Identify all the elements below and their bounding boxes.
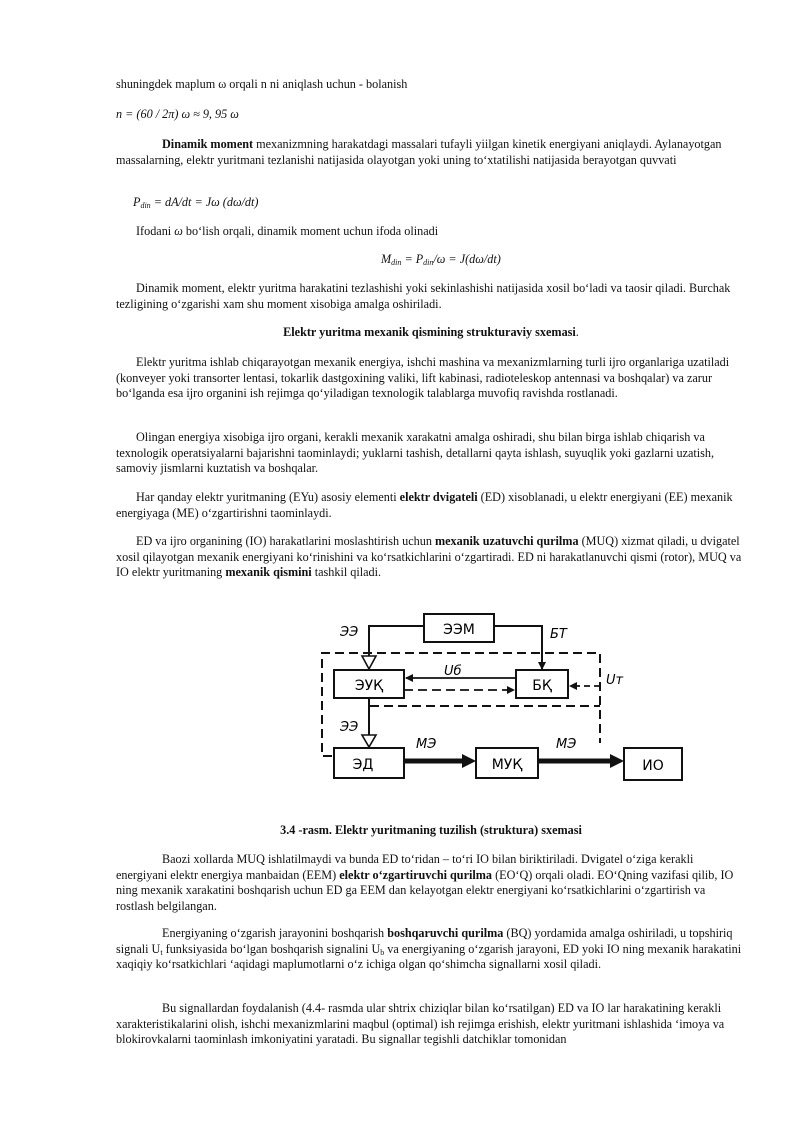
euk-to-ed-arrow [362, 735, 376, 747]
paragraph: Olingan energiya xisobiga ijro organi, kerakli mexanik xarakatni amalga oshiradi, shu bilan birga ishlab chiqarish va texnologik operatsiyalarni bajarishni taominlaydi; yuklarni tashish, detallarni qayta ishlash, suyuqlik yoki gazlarni uzatish, samoviy jismlarni kuztatish va boshqalar. [116, 430, 715, 475]
formula-moment: $M_{din} = P_{din}/\omega = J(d\omega/dt)$ [381, 252, 501, 267]
text-line: Ifodani ω boʻlish orqali, dinamik moment uchun ifoda olinadi [136, 224, 439, 238]
ed-label: ЭД [352, 757, 374, 773]
bt-label: БТ [550, 627, 567, 642]
paragraph-dynamic-moment: Dinamik moment mexanizmning harakatdagi massalari tufayli yiilgan kinetik energiyani aniqlaydi. Aylanayotgan massalarning, elektr yuritmani tezlanishi natijasida olayotgan yoki uning toʻxtatilishi natijasida berayotgan quvvati [116, 137, 722, 167]
eem-to-euk-line [369, 626, 424, 656]
formula-n: n = (60 / 2π) ω ≈ 9, 95 ω [116, 107, 239, 121]
ub-label: Uб [444, 664, 462, 679]
ee-top-label: ЭЭ [340, 625, 359, 640]
ed-to-muk-arrow [462, 754, 476, 768]
feedback-dashed-middle [369, 706, 600, 719]
text-line: shuningdek maplum ω orqali n ni aniqlash uchun - bolanish [116, 77, 408, 91]
paragraph: Har qanday elektr yuritmaning (EYu) asosiy elementi elektr dvigateli (ED) xisoblanadi, u elektr energiyani (EE) mexanik energiyaga (ME) oʻzgartirishni taominlaydi. [116, 490, 733, 520]
eem-label: ЭЭМ [443, 622, 475, 638]
section-heading: Elektr yuritma mexanik qismining strukturaviy sxemasi. [283, 325, 579, 339]
bk-label: БҚ [532, 678, 552, 694]
structure-diagram [318, 598, 690, 793]
muk-label: МУҚ [491, 757, 523, 773]
me1-label: МЭ [416, 737, 437, 752]
figure-caption: 3.4 -rasm. Elektr yuritmaning tuzilish (struktura) sxemasi [280, 823, 582, 837]
formula-power: $P_{din} = dA/dt = J\omega$ (dω/dt) [133, 195, 259, 210]
ee-bottom-label: ЭЭ [340, 720, 359, 735]
paragraph: Dinamik moment, elektr yuritma harakatini tezlashishi yoki sekinlashishi natijasida xosil boʻladi va taosir qiladi. Burchak tezligining oʻzgarishi xam shu moment xisobiga amalga oshiriladi. [116, 281, 731, 311]
paragraph: Baozi xollarda MUQ ishlatilmaydi va bunda ED toʻridan – toʻri IO bilan biriktiriladi. Dvigatel oʻziga kerakli energiyani elektr energiya manbaidan (EEM) elektr oʻzgartiruvchi qurilma (EOʻQ) orqali oladi. EOʻQning vazifasi qilib, IO ning mexanik xarakatini boshqarish uchun ED ga EEM dan kelayotgan elektr energiyani koʻrsatkichlarini oʻzgartirish va rostlash belgilangan. [116, 852, 734, 913]
paragraph: Bu signallardan foydalanish (4.4- rasmda ular shtrix chiziqlar bilan koʻrsatilgan) ED va IO lar harakatining kerakli xarakteristikalarini olish, ishchi mexanizmlarini maqbul (optimal) ish rejimga erishish, elektr yuritmani ishlashida ʻimoya va blokirovkalarni taominlash imkoniyatini yaratadi. Bu signallar tegishli datchiklar tomonidan [116, 1001, 725, 1046]
eem-to-bk-line [494, 626, 542, 669]
eem-to-euk-arrow [362, 656, 376, 669]
paragraph: Elektr yuritma ishlab chiqarayotgan mexanik energiya, ishchi mashina va mexanizmlarning turli ijro organlariga uzatiladi (konveyer yoki transorter lentasi, tokarlik dastgoxining valiki, lift kabinasi, radioteleskop antennasi va boshqalar) va zarur boʻlganda esa ijro organini ish rejimga qoʻyiladigan texnologik talablarga muvofiq ravishda rostlanadi. [116, 355, 730, 400]
muk-to-io-arrow [610, 754, 624, 768]
me2-label: МЭ [556, 737, 577, 752]
paragraph: Energiyaning oʻzgarish jarayonini boshqarish boshqaruvchi qurilma (BQ) yordamida amalga oshiriladi, u topshiriq signali $U_t$ funksiyasida boʻlgan boshqarish signalini $U_b$ va energiyaning oʻzgarish jarayoni, ED yoki IO ning mexanik harakatini xaqiqiy koʻrsatkichlari ʻaqidagi maplumotlarni oʻz ichiga olgan qoʻshimcha signallarni xosil qiladi. [116, 926, 742, 971]
euk-label: ЭУҚ [354, 678, 384, 694]
ut-label: Uт [606, 673, 624, 688]
paragraph: ED va ijro organining (IO) harakatlarini moslashtirish uchun mexanik uzatuvchi qurilma (MUQ) xizmat qiladi, u dvigatel xosil qilayotgan mexanik energiyani koʻrinishini va koʻrsatkichlarini oʻzgartiradi. ED ni harakatlanuvchi qismi (rotor), MUQ va IO elektr yuritmaning mexanik qismini tashkil qiladi. [116, 534, 742, 579]
io-label: ИО [642, 758, 664, 774]
